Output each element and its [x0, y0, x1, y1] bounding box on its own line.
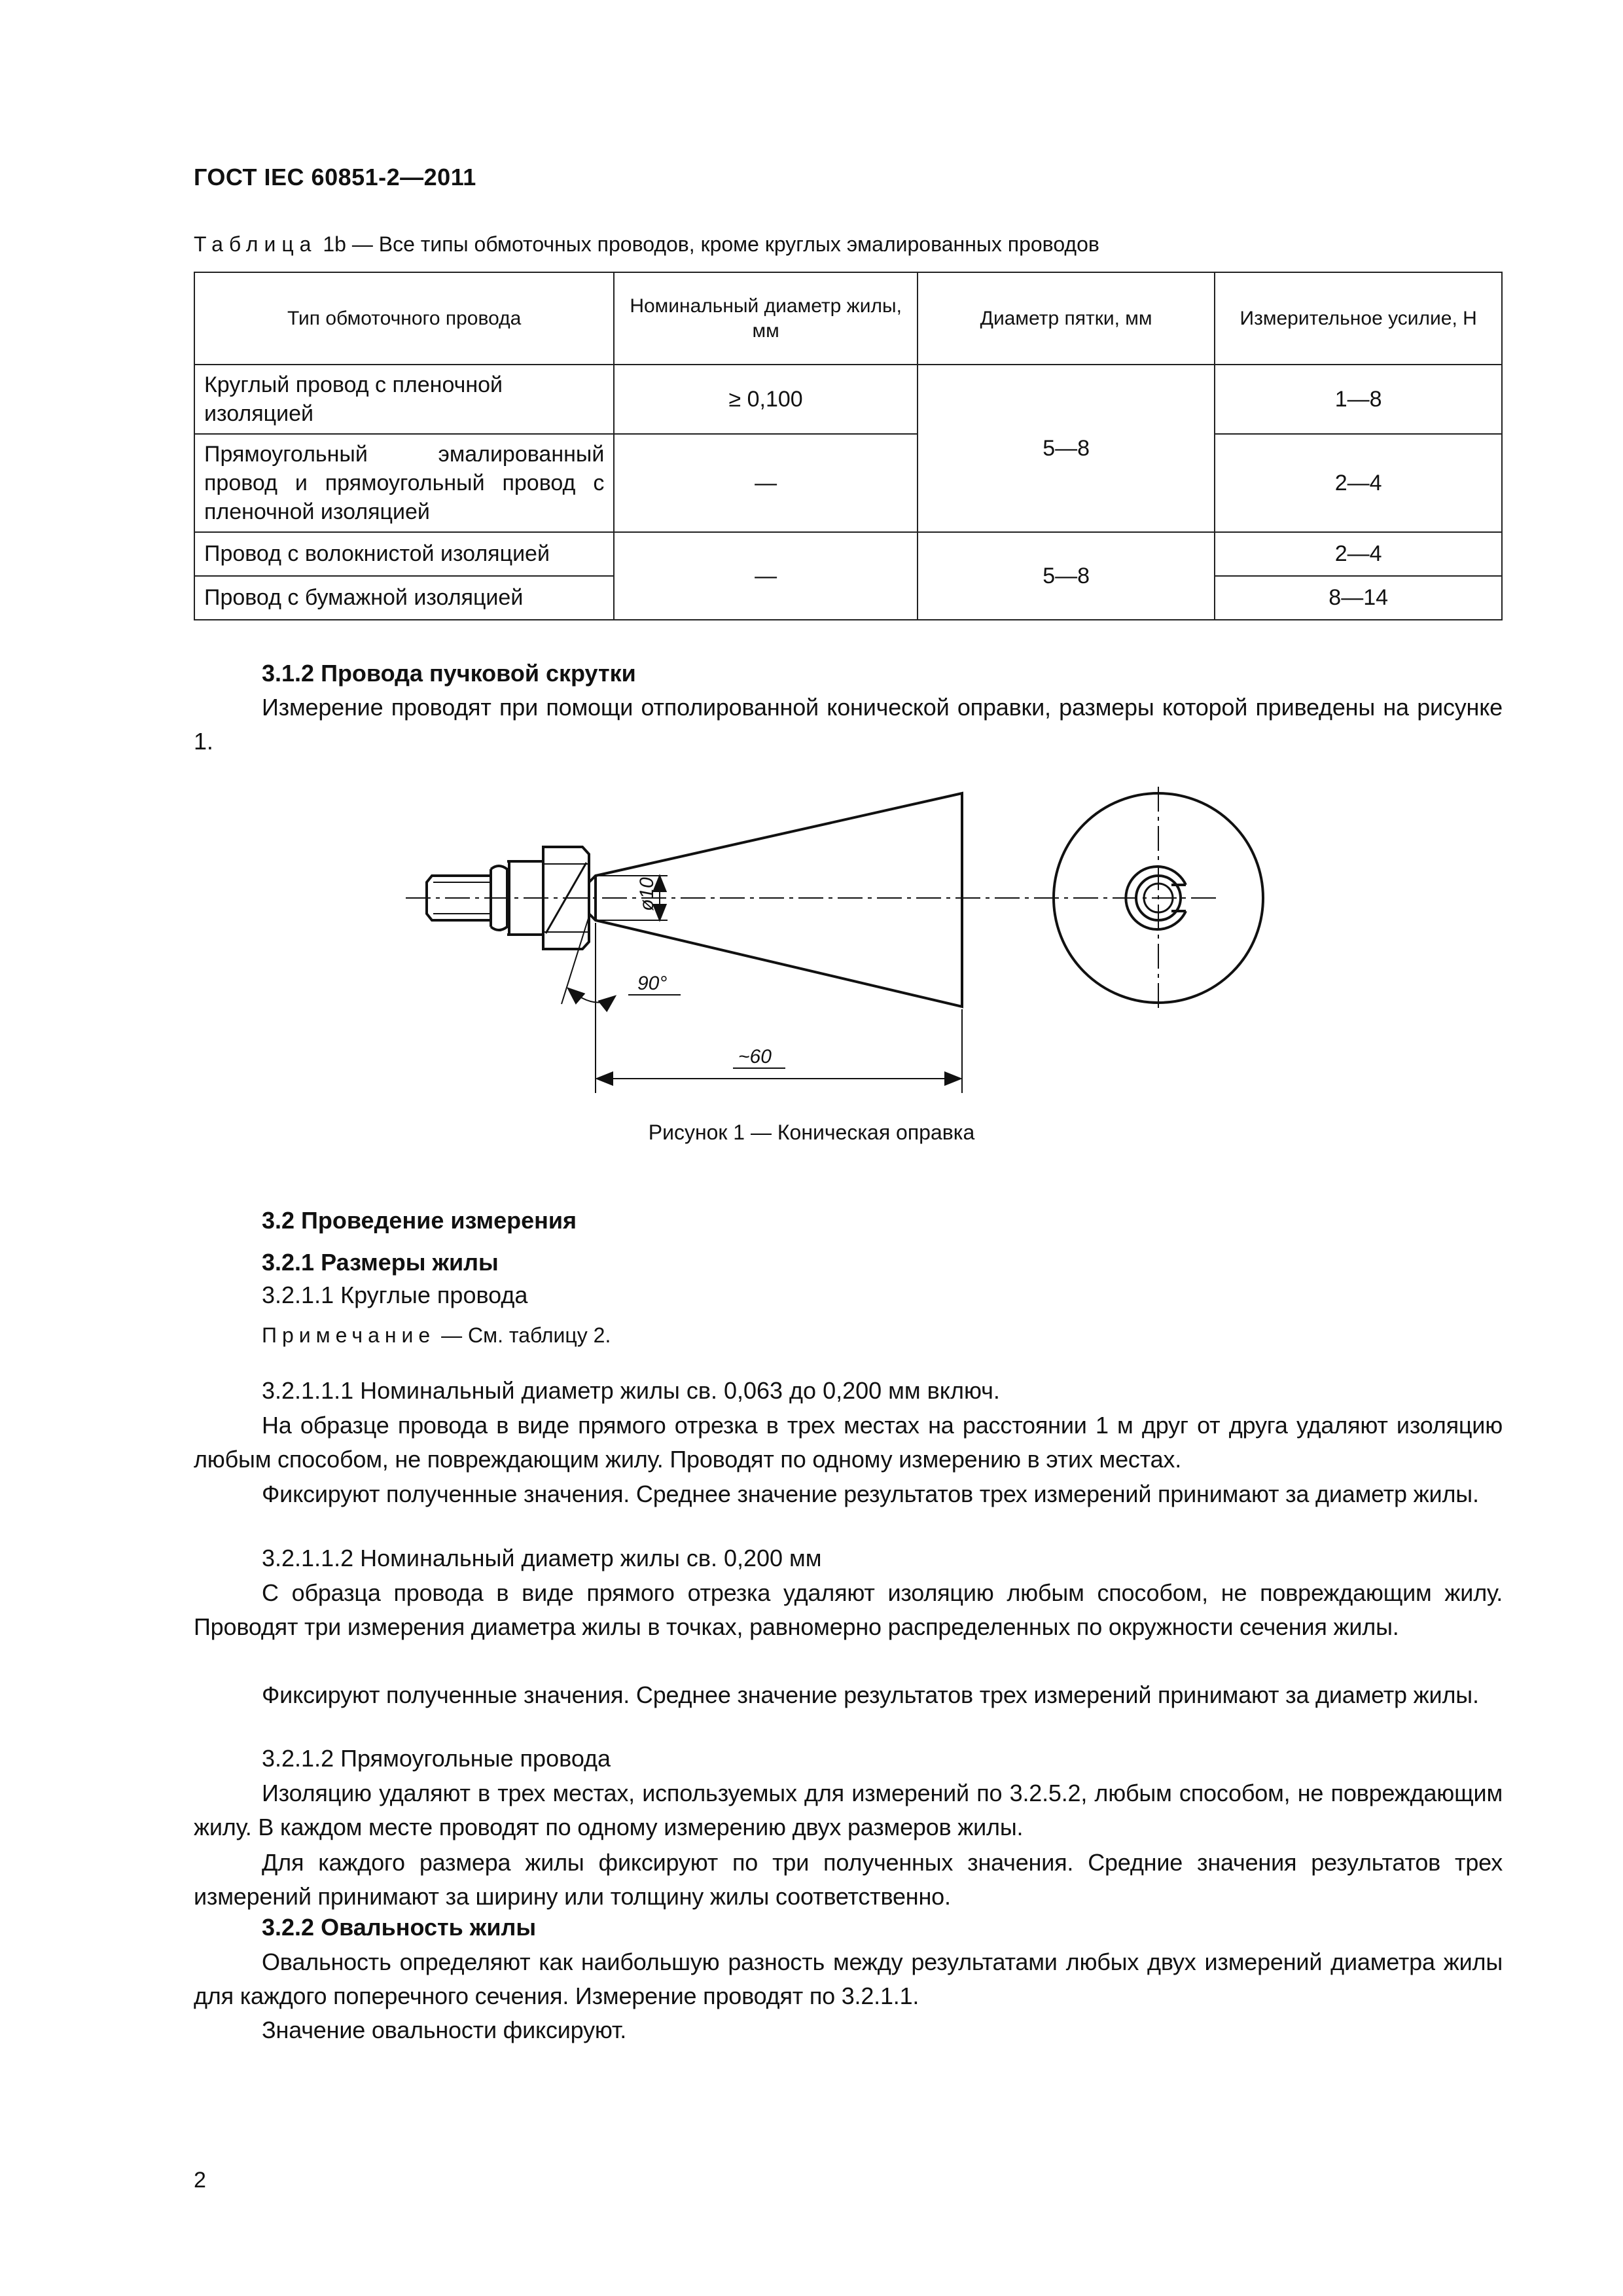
cell-measuring-force: 1—8 [1215, 365, 1502, 434]
document-code: ГОСТ IEC 60851-2—2011 [194, 164, 476, 190]
cell-measuring-force: 8—14 [1215, 576, 1502, 620]
note-text: — См. таблицу 2. [435, 1323, 611, 1347]
cell-measuring-force: 2—4 [1215, 434, 1502, 532]
section-3-2-2-heading: 3.2.2 Овальность жилы [262, 1914, 537, 1941]
section-3-2-1-1-2-para-1: С образца провода в виде прямого отрезка удаляют изоляцию любым способом, не повреждающим жилу. Проводят три измерения диаметра жилы в точках, равномерно распределенных по окружности сечения жилы. [194, 1579, 1503, 1640]
cell-measuring-force: 2—4 [1215, 532, 1502, 576]
conical-mandrel-drawing [393, 779, 1309, 1106]
section-3-2-1-1-2-para-2: Фиксируют полученные значения. Среднее значение результатов трех измерений принимают за диаметр жилы. [262, 1681, 1479, 1708]
section-3-2-1-1-1-para-1: На образце провода в виде прямого отрезка в трех местах на расстоянии 1 м друг от друга удаляют изоляцию любым способом, не повреждающим жилу. Проводят по одному измерению в этих местах. [194, 1412, 1503, 1473]
section-3-2-1-2-para-1: Изоляцию удаляют в трех местах, используемых для измерений по 3.2.5.2, любым способом, не повреждающим жилу. В каждом месте проводят по одному измерению двух размеров жилы. [194, 1780, 1503, 1840]
cell-wire-type: Провод с бумажной изоляцией [194, 576, 614, 620]
table-caption-label: Таблица [194, 232, 317, 256]
section-3-1-2-heading: 3.1.2 Провода пучковой скрутки [262, 660, 636, 687]
cell-heel-diameter: 5—8 [918, 365, 1215, 532]
cell-wire-type: Провод с волокнистой изоляцией [194, 532, 614, 576]
cell-nominal-diameter: — [614, 532, 918, 620]
section-3-2-1-1-title: 3.2.1.1 Круглые провода [262, 1282, 528, 1308]
section-3-2-1-1-1-para-2: Фиксируют полученные значения. Среднее значение результатов трех измерений принимают за диаметр жилы. [262, 1480, 1479, 1507]
header-nominal-diameter: Номинальный диаметр жилы, мм [614, 272, 918, 365]
table-row [194, 365, 1502, 434]
cell-wire-type: Прямоугольный эмалированный провод и прямоугольный провод с пленочной изоляцией [194, 434, 614, 532]
section-3-2-heading: 3.2 Проведение измерения [262, 1207, 577, 1234]
section-3-2-1-heading: 3.2.1 Размеры жилы [262, 1249, 499, 1276]
section-3-2-1-1-2-title: 3.2.1.1.2 Номинальный диаметр жилы св. 0,200 мм [262, 1545, 822, 1571]
cell-heel-diameter: 5—8 [918, 532, 1215, 620]
section-3-2-1-1-1-title: 3.2.1.1.1 Номинальный диаметр жилы св. 0,063 до 0,200 мм включ. [262, 1377, 1000, 1404]
header-measuring-force: Измерительное усилие, Н [1215, 272, 1502, 365]
diameter-dimension-label: ø10 [636, 877, 658, 911]
section-3-1-2-text: Измерение проводят при помощи отполированной конической оправки, размеры которой приведены на рисунке 1. [194, 694, 1503, 755]
note-label: Примечание [262, 1323, 436, 1347]
angle-dimension-label: 90° [637, 973, 668, 994]
section-3-2-1-2-para-2: Для каждого размера жилы фиксируют по три полученных значения. Средние значения результатов трех измерений принимают за ширину или толщину жилы соответственно. [194, 1849, 1503, 1910]
cell-wire-type: Круглый провод с пленочной изоляцией [194, 365, 614, 434]
table-row [194, 532, 1502, 576]
spec-table [194, 272, 1503, 620]
cell-nominal-diameter: ≥ 0,100 [614, 365, 918, 434]
table-caption [194, 232, 1099, 257]
section-3-2-2-para-1: Овальность определяют как наибольшую разность между результатами любых двух измерений диаметра жилы для каждого поперечного сечения. Измерение проводят по 3.2.1.1. [194, 1948, 1503, 2009]
header-heel-diameter: Диаметр пятки, мм [918, 272, 1215, 365]
section-3-2-2-para-2: Значение овальности фиксируют. [262, 2017, 626, 2043]
table-caption-text: 1b — Все типы обмоточных проводов, кроме круглых эмалированных проводов [317, 232, 1099, 256]
cell-nominal-diameter: — [614, 434, 918, 532]
header-wire-type: Тип обмоточного провода [194, 272, 614, 365]
table-header-row [194, 272, 1502, 365]
section-3-2-1-2-title: 3.2.1.2 Прямоугольные провода [262, 1745, 611, 1772]
page-number: 2 [194, 2168, 206, 2193]
table-row [194, 434, 1502, 532]
figure-caption: Рисунок 1 — Коническая оправка [648, 1121, 975, 1144]
length-dimension-label: ~60 [738, 1046, 772, 1067]
note [262, 1323, 611, 1348]
